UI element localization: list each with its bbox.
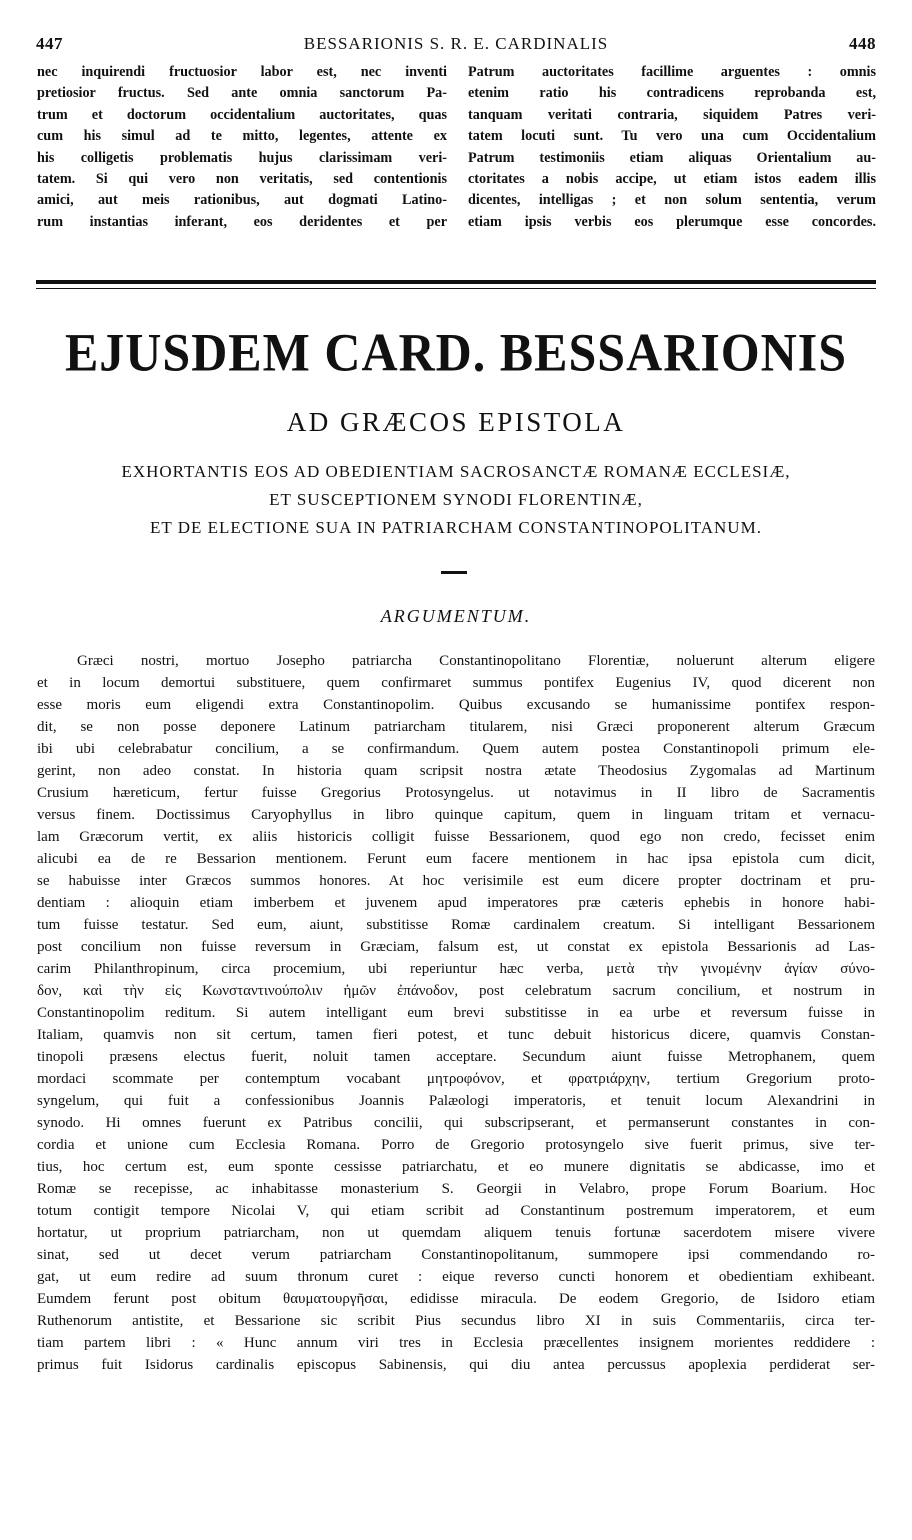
text-line: etiam ipsis verbis eos plerumque esse concordes.: [468, 213, 876, 230]
section-divider-thick: [36, 280, 876, 284]
text-line: syngelum, qui fuit a confessionibus Joannis Palæologi imperatoris, et tenuit locum Alexandrini in: [37, 1093, 875, 1109]
text-line: gat, ut eum redire ad suum thronum curet : eique reverso cuncti honorem et obedientiam exhibeant.: [37, 1269, 875, 1285]
top-right-column: [468, 62, 876, 233]
text-line: lam Græcorum vertit, ex aliis historicis colligit fuisse Bessarionem, quod ego non credo, fecisset enim: [37, 829, 875, 845]
title-description: [36, 458, 876, 542]
text-line: dicentes, intelligas ; et non solum sententia, verum: [468, 192, 876, 209]
text-line: etenim ratio his contradicens reprobanda est,: [468, 85, 876, 102]
short-divider: [441, 571, 467, 574]
text-line: totum contigit tempore Nicolai V, qui etiam scribit ad Constantinum postremum imperatorem, et eum: [37, 1203, 875, 1219]
text-line: Patrum testimoniis etiam aliquas Orientalium au-: [468, 149, 876, 166]
text-line: tiam partem libri : « Hunc annum viri tres in Ecclesia præcellentes insignem morientes reddidere :: [37, 1335, 875, 1351]
argumentum-text: [37, 650, 875, 1376]
running-head: [36, 34, 876, 60]
text-line: carim Philanthropinum, circa procemium, ubi reperiuntur hæc verba, μετὰ τὴν γινομένην ἁγίαν σύνο-: [37, 961, 875, 977]
text-line: nec inquirendi fructuosior labor est, nec inventi: [37, 64, 447, 80]
text-line: rum instantias inferant, eos deridentes et per: [37, 213, 447, 230]
text-line: Crusium hæreticum, fertur fuisse Gregorius Protosyngelus. ut notavimus in II libro de Sacramentis: [37, 785, 875, 801]
text-line: tius, hoc certum est, eum sponte cessisse patriarchatu, et eo munere dignitatis se abdicasse, imo et: [37, 1159, 875, 1175]
text-line: alicubi ea de re Bessarion mentionem. Ferunt eum facere mentionem in hac ipsa epistola cum dicit,: [37, 851, 875, 867]
description-line: EXHORTANTIS EOS AD OBEDIENTIAM SACROSANCTÆ ROMANÆ ECCLESIÆ,: [121, 462, 791, 481]
text-line: amici, aut meis rationibus, aut dogmati Latino-: [37, 192, 447, 209]
text-line: Ruthenorum antistite, et Bessarione sic scribit Pius secundus libro XI in suis Commentariis, circa ter-: [37, 1313, 875, 1329]
text-line: tum fuisse testatur. Sed eum, aiunt, substitisse Romæ cardinalem creatum. Si intelligant Bessarionem: [37, 917, 875, 933]
text-line: esse moris eum eligendi extra Constantinopolim. Quibus excusando se humanissime pontifex respon-: [37, 697, 875, 713]
text-line: synodo. Hi omnes fuerunt ex Patribus concilii, qui subscripserant, et permanserunt constantes in con-: [37, 1115, 875, 1131]
text-line: trum et doctorum occidentalium auctoritates, quas: [37, 106, 447, 123]
description-line: ET DE ELECTIONE SUA IN PATRIARCHAM CONSTANTINOPOLITANUM.: [150, 518, 762, 537]
text-line: cum his simul ad te mitto, legentes, attente ex: [37, 128, 447, 145]
text-line: se habuisse inter Græcos summos honores. At hoc verisimile est eum dicere propter doctrinam et pru-: [37, 873, 875, 889]
text-line: ctoritates a nobis accipe, ut etiam istos eadem illis: [468, 171, 876, 188]
main-title: EJUSDEM CARD. BESSARIONIS: [64, 321, 848, 383]
section-heading: ARGUMENTUM.: [380, 606, 532, 626]
description-line: ET SUSCEPTIONEM SYNODI FLORENTINÆ,: [269, 490, 643, 509]
text-line: Italiam, quamvis non sit certum, tamen fieri potest, et tunc debuit historicus dicere, quamvis Constan-: [37, 1027, 875, 1043]
text-line: dit, se non posse deponere Latinum patriarcham titularem, nisi Græci proponerent alterum Græcum: [37, 719, 875, 735]
text-line: δον, καὶ τὴν εἰς Κωνσταντινούπολιν ἡμῶν ἐπάνοδον, post celebratum sacrum concilium, et nostrum in: [37, 983, 875, 999]
text-line: Patrum auctoritates facillime arguentes : omnis: [468, 64, 876, 80]
section-divider-thin: [36, 288, 876, 289]
text-line: ibi ubi celebrabatur concilium, a se confirmandum. Quem autem postea Constantinopoli primum ele-: [37, 741, 875, 757]
right-page-number: 448: [849, 34, 876, 53]
text-line: dentiam : alioquin etiam imberbem et juvenem apud imperatores præ cæteris ephebis in honore habi-: [37, 895, 875, 911]
text-line: Græci nostri, mortuo Josepho patriarcha Constantinopolitano Florentiæ, noluerunt alterum eligere: [77, 653, 875, 669]
text-line: pretiosior fructus. Sed ante omnia sanctorum Pa-: [37, 85, 447, 102]
text-line: Constantinopolim reditum. Si autem intelligant eum brevi substitisse in ea urbe et reversum fuisse in: [37, 1005, 875, 1021]
text-line: et in locum demortui substituere, quem confirmaret summus pontifex Eugenius IV, quod dicerent non: [37, 675, 875, 691]
text-line: hortatur, ut proprium patriarcham, non ut quemdam aliquem tenuis fortunæ sacerdotem misere vivere: [37, 1225, 875, 1241]
text-line: post concilium non fuisse reversum in Græciam, falsum est, ut constat ex epistola Bessarionis ad Las-: [37, 939, 875, 955]
left-page-number: 447: [36, 34, 63, 53]
text-line: tanquam veritati contraria, siquidem Patres veri-: [468, 106, 876, 123]
text-line: cordia et unione cum Ecclesia Romana. Porro de Gregorio protosyngelo sive fuerit primus, sive ter-: [37, 1137, 875, 1153]
text-line: mordaci scommate per contemptum vocabant μητροφόνον, et φρατριάρχην, tertium Gregorium proto-: [37, 1071, 875, 1087]
text-line: tinopoli præsens electus fuerit, noluit tamen acceptare. Secundum aiunt fuisse Metrophanem, quem: [37, 1049, 875, 1065]
text-line: versus finem. Doctissimus Caryophyllus in libro quinque capitum, quem in linguam tritam et vernacu-: [37, 807, 875, 823]
top-left-column: [37, 62, 447, 233]
text-line: Romæ se recepisse, ac inhabitasse monasterium S. Georgii in Velabro, prope Forum Boarium. Hoc: [37, 1181, 875, 1197]
text-line: primus fuit Isidorus cardinalis episcopus Sabinensis, qui diu antea percussus apoplexia perdiderat ser-: [37, 1357, 875, 1373]
text-line: sinat, sed ut decet verum patriarcham Constantinopolitanum, summopere ipsi commendando ro-: [37, 1247, 875, 1263]
subtitle: AD GRÆCOS EPISTOLA: [286, 407, 626, 437]
text-line: his colligetis problematis hujus clarissimam veri-: [37, 149, 447, 166]
running-title: BESSARIONIS S. R. E. CARDINALIS: [303, 34, 609, 53]
text-line: tatem locuti sunt. Tu vero una cum Occidentalium: [468, 128, 876, 145]
text-line: gerint, non adeo constat. In historia quam scripsit nostra ætate Theodosius Zygomalas ad Martinum: [37, 763, 875, 779]
text-line: Eumdem ferunt post obitum θαυματουργῆσαι, edidisse miracula. De eodem Gregorio, de Isidoro etiam: [37, 1291, 875, 1307]
text-line: tatem. Si qui vero non veritatis, sed contentionis: [37, 171, 447, 188]
